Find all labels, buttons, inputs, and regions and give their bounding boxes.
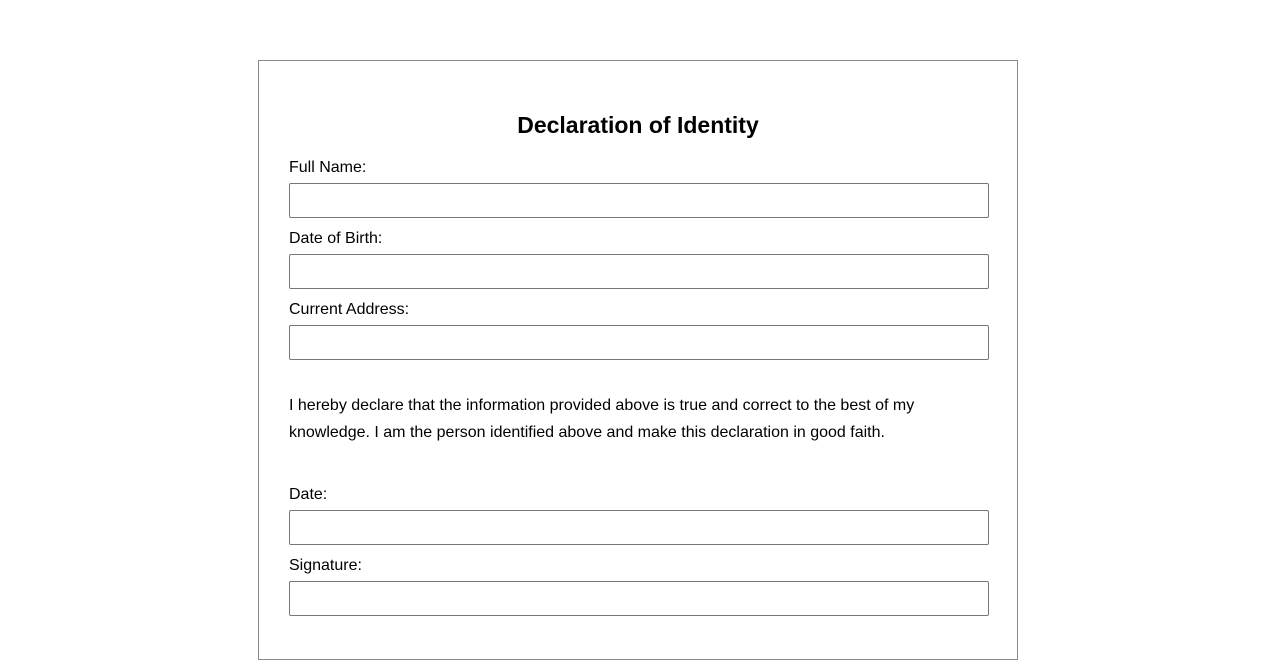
current-address-input[interactable] bbox=[289, 325, 989, 360]
signature-label: Signature: bbox=[289, 557, 362, 574]
full-name-label: Full Name: bbox=[289, 159, 367, 176]
declaration-form bbox=[258, 60, 1018, 660]
date-input[interactable] bbox=[289, 510, 989, 545]
signature-input[interactable] bbox=[289, 581, 989, 616]
declaration-statement: I hereby declare that the information provided above is true and correct to the best of my knowledge. I am the person identified above and make this declaration in good faith. bbox=[289, 397, 915, 441]
form-title: Declaration of Identity bbox=[517, 112, 759, 138]
date-label: Date: bbox=[289, 486, 328, 503]
current-address-label: Current Address: bbox=[289, 301, 410, 318]
date-of-birth-label: Date of Birth: bbox=[289, 230, 383, 247]
full-name-input[interactable] bbox=[289, 183, 989, 218]
date-of-birth-input[interactable] bbox=[289, 254, 989, 289]
